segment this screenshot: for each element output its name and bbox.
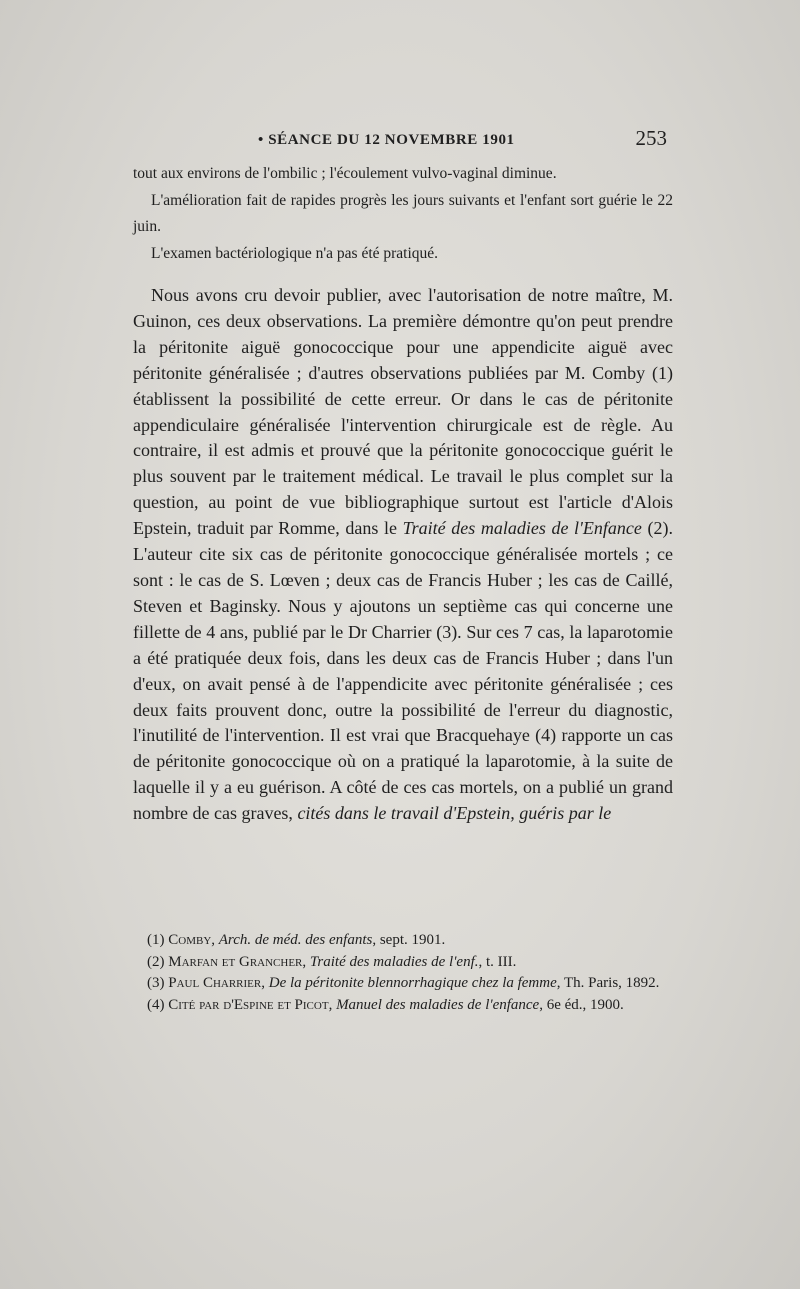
body-text	[133, 161, 673, 827]
footnote-rest: , sept. 1901.	[372, 932, 446, 948]
discussion-text-2: (2). L'auteur cite six cas de péritonite gonococcique généralisée mortels ; ce sont : le cas de S. Lœven ; deux cas de Francis Huber ; les cas de Caillé, Steven et Baginsky. Nous y ajoutons un septième cas qui concerne une fillette de 4 ans, publié par le Dr Charrier (3). Sur ces 7 cas, la laparotomie a été pratiquée deux fois, dans les deux cas de Francis Huber ; dans l'un d'eux, on avait pensé à de l'appendicite avec péritonite généralisée ; ces deux faits prouvent donc, outre la possibilité de l'erreur du diagnostic, l'inutilité de l'intervention. Il est vrai que Bracquehaye (4) rapporte un cas de péritonite gonococcique où on a pratiqué la laparotomie, à la suite de laquelle il y a eu guérison. A côté de ces cas mortels, on a publié un grand nombre de cas graves,	[133, 518, 673, 824]
footnote-number: (4)	[147, 996, 169, 1013]
footnote-author: Cité par d'Espine et Picot	[168, 996, 329, 1013]
footnote	[133, 973, 673, 995]
observation-end-line-2: L'amélioration fait de rapides progrès les jours suivants et l'enfant sort guérie le 22 juin.	[133, 191, 673, 235]
running-header	[133, 126, 673, 156]
footnote-separator: ,	[302, 953, 310, 970]
footnote	[133, 952, 673, 974]
book-title-italic: Traité des maladies de l'Enfance	[402, 518, 642, 539]
footnote-rest: , t. III.	[478, 953, 517, 970]
footnote-work: Traité des maladies de l'enf.	[309, 953, 479, 970]
footnote-number: (2)	[147, 953, 169, 970]
footnote-number: (3)	[147, 975, 169, 991]
footnote-author: Marfan et Grancher	[168, 953, 303, 970]
discussion-text-1: Nous avons cru devoir publier, avec l'autorisation de notre maître, M. Guinon, ces deux observations. La première démontre qu'on peut prendre la péritonite aiguë gonococcique pour une appendicite aiguë avec péritonite généralisée ; d'autres observations publiées par M. Comby (1) établissent la possibilité de cette erreur. Or dans le cas de péritonite appendiculaire généralisée l'intervention chirurgicale est de règle. Au contraire, il est admis et prouvé que la péritonite gonococcique guérit le plus souvent par le traitement médical. Le travail le plus complet sur la question, au point de vue bibliographique surtout est l'article d'Alois Epstein, traduit par Romme, dans le	[133, 285, 673, 539]
footnote-rest: , Th. Paris, 1892.	[556, 975, 660, 991]
footnote-author: Comby	[168, 932, 212, 948]
discussion-paragraph	[133, 283, 673, 827]
discussion-italic-end: cités dans le travail d'Epstein, guéris par le	[297, 803, 612, 824]
footnotes	[133, 930, 673, 1016]
footnote-rest: , 6e éd., 1900.	[539, 996, 624, 1013]
footnote-separator: ,	[328, 996, 337, 1013]
footnote-number: (1)	[147, 932, 169, 948]
footnote	[133, 930, 673, 952]
footnote-author: Paul Charrier	[168, 975, 262, 991]
footnote-separator: ,	[211, 932, 219, 948]
footnote-work: Arch. de méd. des enfants	[218, 932, 373, 948]
footnote-separator: ,	[261, 975, 269, 991]
footnote-work: Manuel des maladies de l'enfance	[336, 996, 540, 1013]
footnote	[133, 995, 673, 1017]
observation-end-line-3: L'examen bactériologique n'a pas été pratiqué.	[151, 244, 439, 262]
page-number: 253	[635, 126, 667, 150]
running-title: • SÉANCE DU 12 NOVEMBRE 1901	[258, 132, 515, 148]
footnote-work: De la péritonite blennorrhagique chez la femme	[268, 975, 557, 991]
observation-end-line-1: tout aux environs de l'ombilic ; l'écoulement vulvo-vaginal diminue.	[133, 165, 557, 182]
